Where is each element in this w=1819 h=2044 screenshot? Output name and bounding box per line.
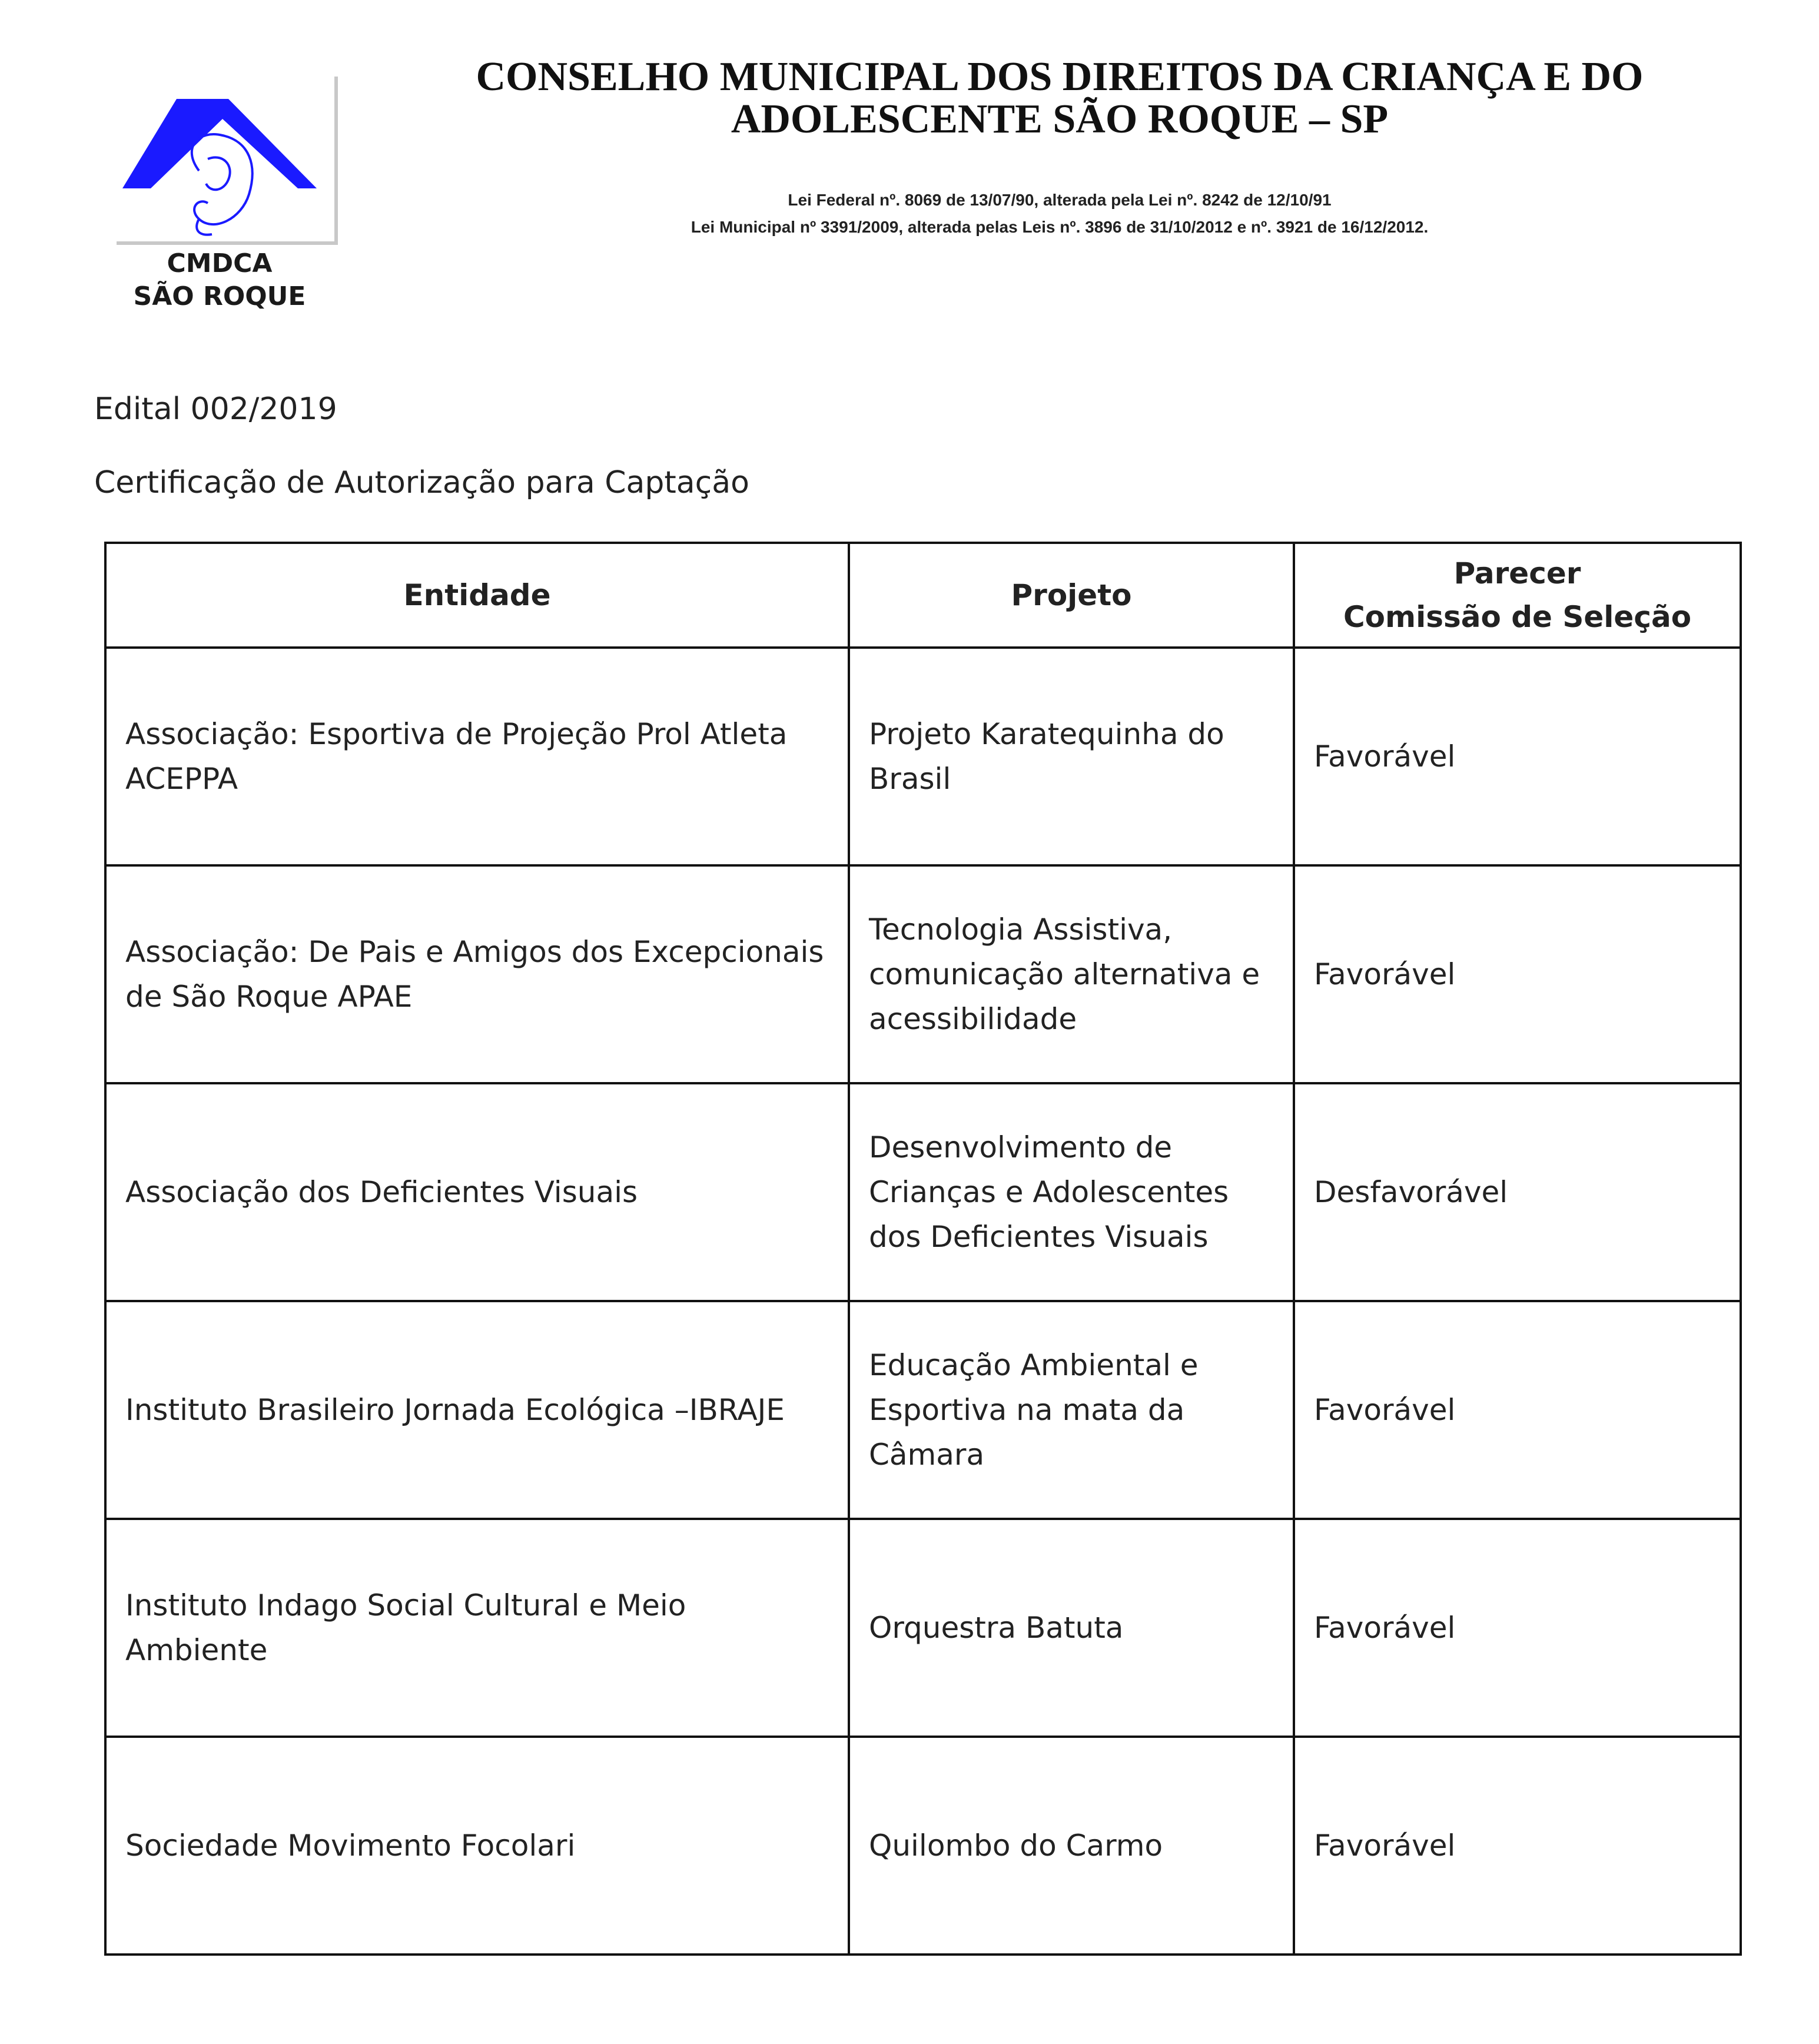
document-header bbox=[471, 56, 1648, 241]
logo-line-2: SÃO ROQUE bbox=[133, 281, 306, 311]
table-row bbox=[105, 648, 1741, 865]
law-line-2: Lei Municipal nº 3391/2009, alterada pelas Leis nº. 3896 de 31/10/2012 e nº. 3921 de 16/12/2012. bbox=[691, 218, 1429, 236]
cell-projeto: Quilombo do Carmo bbox=[849, 1737, 1294, 1955]
table-row bbox=[105, 1737, 1741, 1955]
figure-inner bbox=[206, 157, 230, 190]
cell-projeto: Orquestra Batuta bbox=[849, 1519, 1294, 1737]
roof-shape bbox=[122, 99, 317, 188]
title-line-2: ADOLESCENTE SÃO ROQUE – SP bbox=[731, 97, 1389, 142]
edital-number: Edital 002/2019 bbox=[94, 391, 337, 427]
figure-outline bbox=[192, 134, 253, 224]
law-references bbox=[471, 187, 1648, 241]
cmdca-logo bbox=[111, 77, 346, 324]
cell-projeto: Desenvolvimento de Crianças e Adolescentes dos Deficientes Visuais bbox=[849, 1083, 1294, 1301]
cell-projeto: Tecnologia Assistiva, comunicação alternativa e acessibilidade bbox=[849, 865, 1294, 1083]
header-parecer-line-1: Parecer bbox=[1453, 556, 1581, 590]
cell-parecer: Desfavorável bbox=[1294, 1083, 1741, 1301]
header-parecer bbox=[1294, 543, 1741, 648]
logo-text bbox=[111, 247, 328, 313]
cell-parecer: Favorável bbox=[1294, 1301, 1741, 1519]
house-figure-icon bbox=[111, 82, 334, 247]
law-line-1: Lei Federal nº. 8069 de 13/07/90, alterada pela Lei nº. 8242 de 12/10/91 bbox=[788, 191, 1332, 209]
entities-table bbox=[104, 542, 1742, 1956]
council-title bbox=[471, 56, 1648, 141]
table-row bbox=[105, 1083, 1741, 1301]
cell-entidade: Associação: Esportiva de Projeção Prol Atleta ACEPPA bbox=[105, 648, 849, 865]
cell-parecer: Favorável bbox=[1294, 1519, 1741, 1737]
cell-parecer: Favorável bbox=[1294, 648, 1741, 865]
header-entidade: Entidade bbox=[105, 543, 849, 648]
cell-entidade: Instituto Indago Social Cultural e Meio Ambiente bbox=[105, 1519, 849, 1737]
cell-parecer: Favorável bbox=[1294, 1737, 1741, 1955]
table-row bbox=[105, 865, 1741, 1083]
cell-entidade: Associação dos Deficientes Visuais bbox=[105, 1083, 849, 1301]
header-projeto: Projeto bbox=[849, 543, 1294, 648]
table-row bbox=[105, 1301, 1741, 1519]
cell-projeto: Educação Ambiental e Esportiva na mata da Câmara bbox=[849, 1301, 1294, 1519]
cell-entidade: Sociedade Movimento Focolari bbox=[105, 1737, 849, 1955]
cell-parecer: Favorável bbox=[1294, 865, 1741, 1083]
title-line-1: CONSELHO MUNICIPAL DOS DIREITOS DA CRIANÇA E DO bbox=[476, 54, 1644, 99]
cell-entidade: Associação: De Pais e Amigos dos Excepcionais de São Roque APAE bbox=[105, 865, 849, 1083]
certification-subtitle: Certificação de Autorização para Captação bbox=[94, 465, 749, 500]
cell-projeto: Projeto Karatequinha do Brasil bbox=[849, 648, 1294, 865]
logo-line-1: CMDCA bbox=[167, 248, 273, 278]
cell-entidade: Instituto Brasileiro Jornada Ecológica –IBRAJE bbox=[105, 1301, 849, 1519]
table-row bbox=[105, 1519, 1741, 1737]
table-header-row bbox=[105, 543, 1741, 648]
header-parecer-line-2: Comissão de Seleção bbox=[1343, 600, 1692, 634]
